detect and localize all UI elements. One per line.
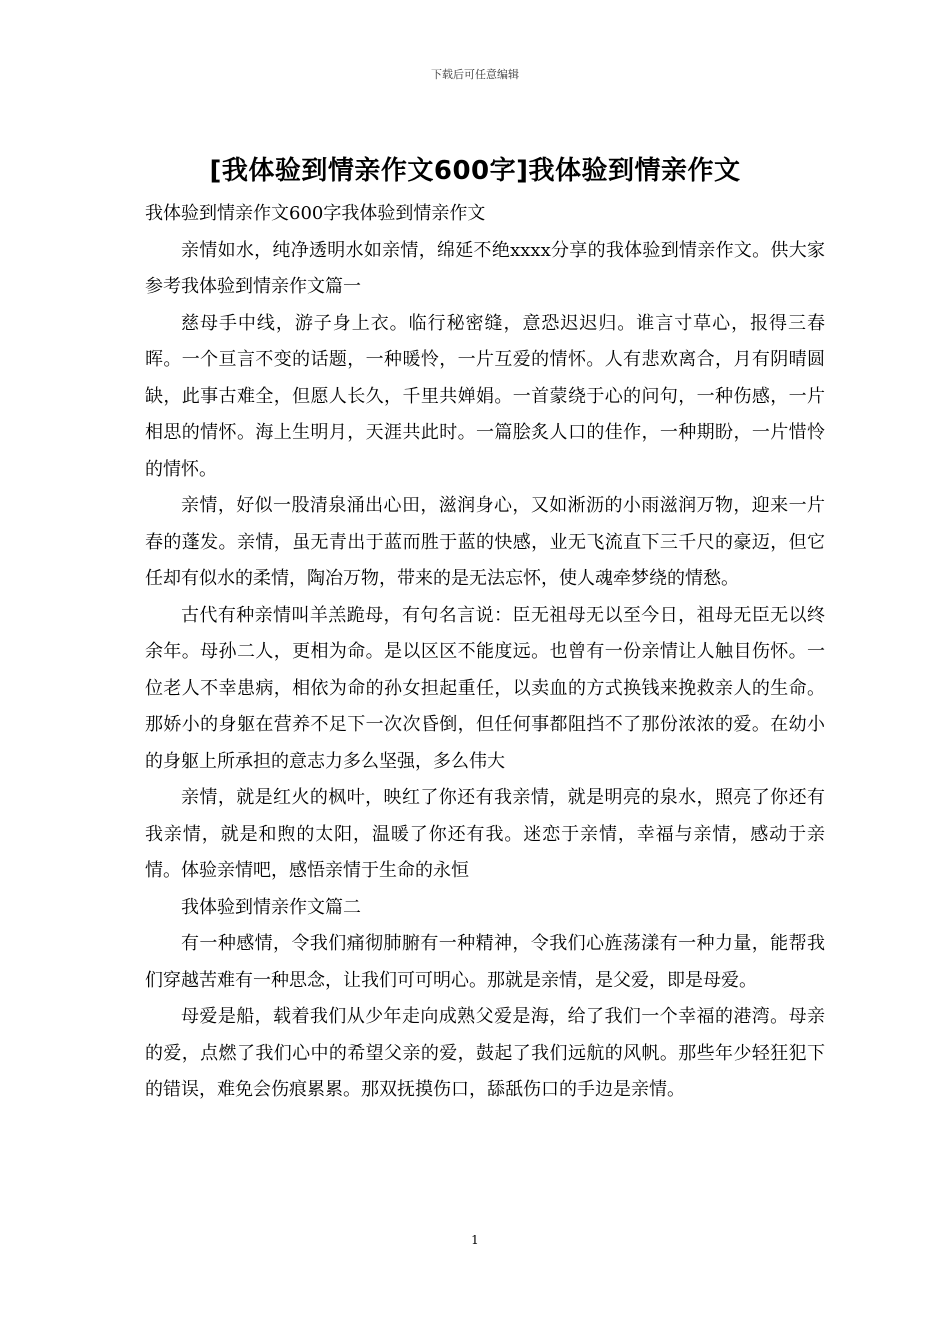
- paragraph: 母爱是船，载着我们从少年走向成熟父爱是海，给了我们一个幸福的港湾。母亲的爱，点燃了我们心中的希望父亲的爱，鼓起了我们远航的风帆。那些年少轻狂犯下的错误，难免会伤痕累累。那双抚摸伤口，舔舐伤口的手边是亲情。: [145, 1006, 825, 1100]
- page-number: 1: [471, 1233, 479, 1247]
- document-body: [145, 196, 825, 1109]
- page-header-note: 下载后可任意编辑: [431, 68, 519, 81]
- paragraph: 古代有种亲情叫羊羔跪母，有句名言说：臣无祖母无以至今日，祖母无臣无以终余年。母孙二人，更相为命。是以区区不能度远。也曾有一份亲情让人触目伤怀。一位老人不幸患病，相依为命的孙女担起重任，以卖血的方式换钱来挽救亲人的生命。那娇小的身躯在营养不足下一次次昏倒，但任何事都阻挡不了那份浓浓的爱。在幼小的身躯上所承担的意志力多么坚强，多么伟大: [145, 604, 825, 772]
- section-heading: 我体验到情亲作文篇二: [181, 896, 361, 918]
- paragraph: 有一种感情，令我们痛彻肺腑有一种精神，令我们心旌荡漾有一种力量，能帮我们穿越苦难有一种思念，让我们可可明心。那就是亲情，是父爱，即是母爱。: [145, 933, 825, 991]
- paragraph: 亲情，就是红火的枫叶，映红了你还有我亲情，就是明亮的泉水，照亮了你还有我亲情，就是和煦的太阳，温暖了你还有我。迷恋于亲情，幸福与亲情，感动于亲情。体验亲情吧，感悟亲情于生命的永恒: [145, 787, 825, 881]
- paragraph: 慈母手中线，游子身上衣。临行秘密缝，意恐迟迟归。谁言寸草心，报得三春晖。一个亘言不变的话题，一种暖怜，一片互爱的情怀。人有悲欢离合，月有阴晴圆缺，此事古难全，但愿人长久，千里共婵娟。一首蒙绕于心的问句，一种伤感，一片相思的情怀。海上生明月，天涯共此时。一篇脍炙人口的佳作，一种期盼，一片惜怜的情怀。: [145, 312, 825, 480]
- paragraph: 亲情，好似一股清泉涌出心田，滋润身心，又如淅沥的小雨滋润万物，迎来一片春的蓬发。亲情，虽无青出于蓝而胜于蓝的快感，业无飞流直下三千尺的豪迈，但它任却有似水的柔情，陶冶万物，带来的是无法忘怀，使人魂牵梦绕的情愁。: [145, 495, 825, 589]
- document-title: [我体验到情亲作文600字]我体验到情亲作文: [209, 156, 741, 186]
- paragraph: 亲情如水，纯净透明水如亲情，绵延不绝xxxx分享的我体验到情亲作文。供大家参考我体验到情亲作文篇一: [145, 239, 825, 297]
- subtitle-line: 我体验到情亲作文600字我体验到情亲作文: [145, 203, 486, 224]
